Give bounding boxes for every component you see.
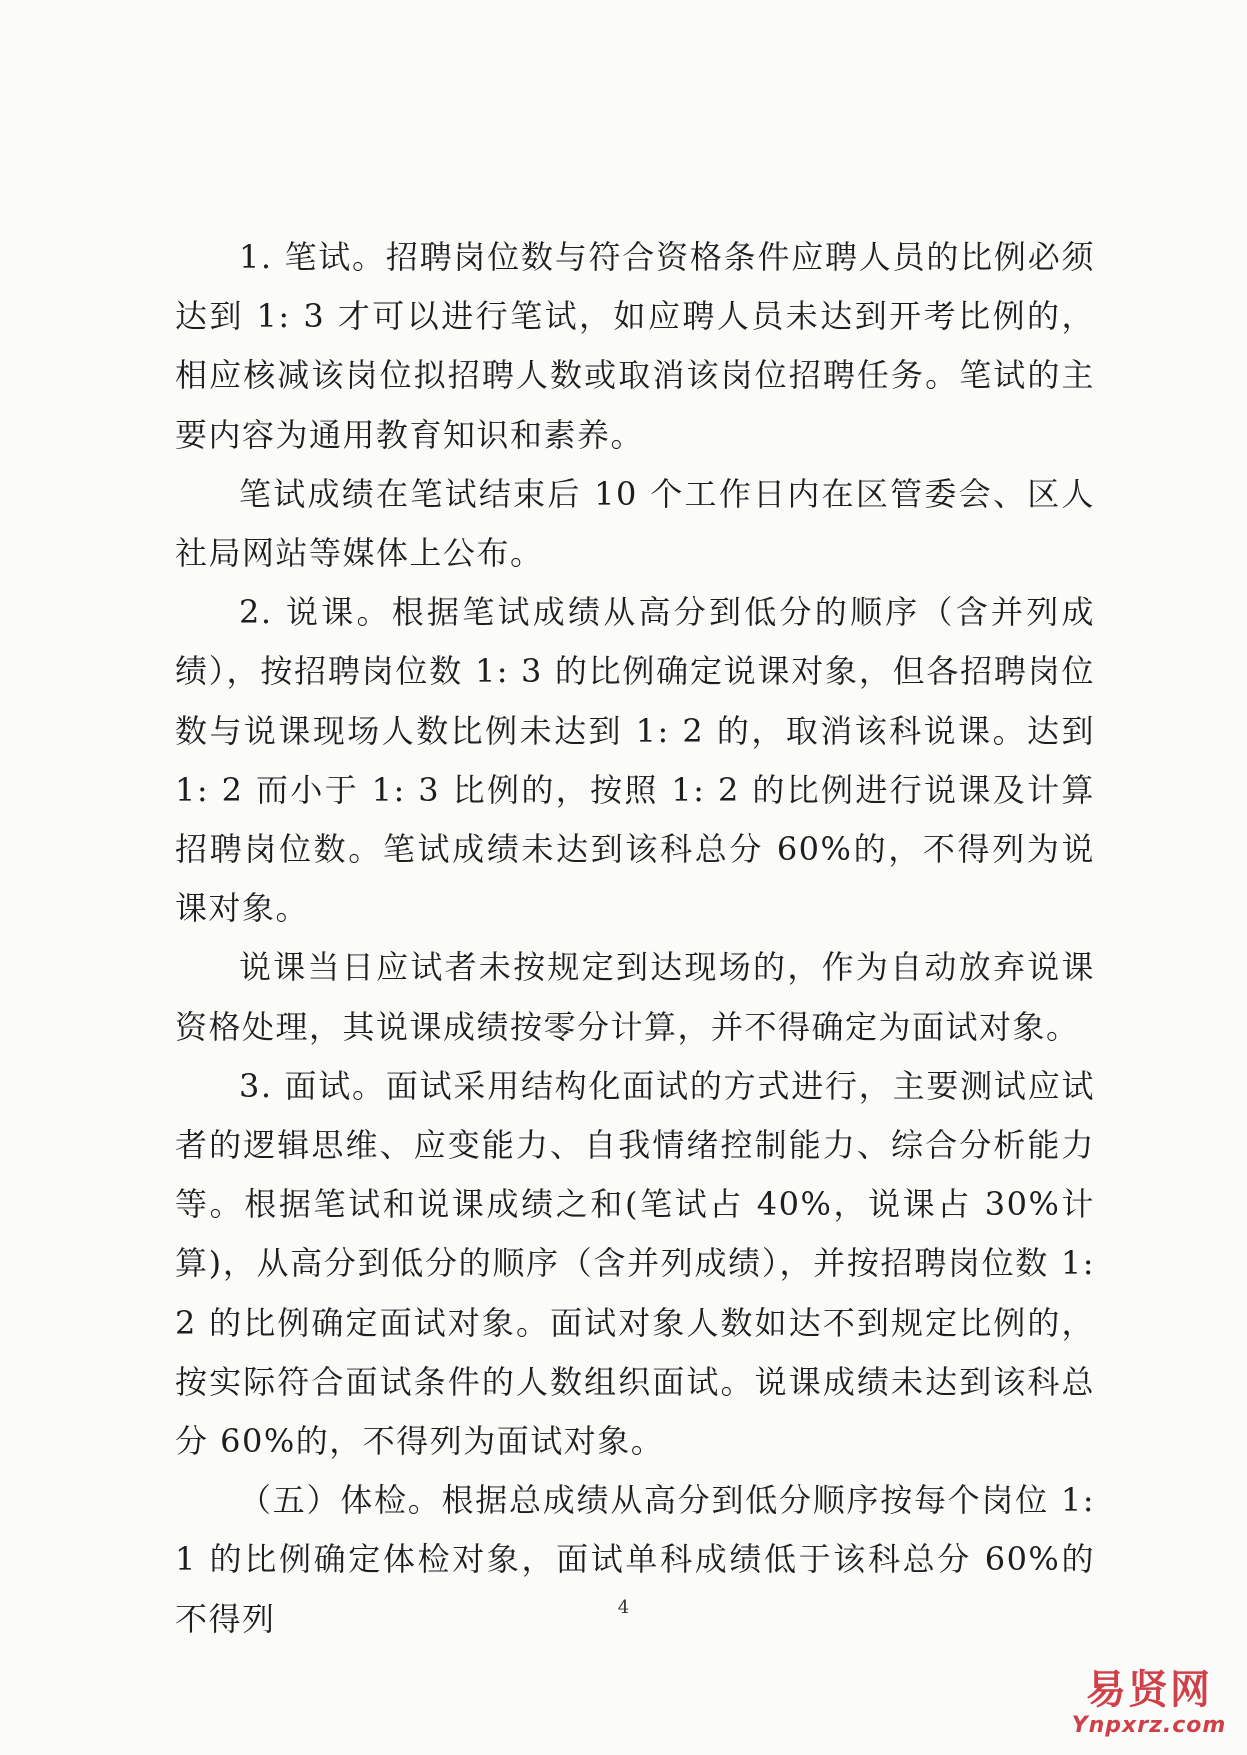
paragraph-exam-results: 笔试成绩在笔试结束后 10 个工作日内在区管委会、区人社局网站等媒体上公布。 — [175, 474, 1095, 573]
paragraph-lecture-absence: 说课当日应试者未按规定到达现场的，作为自动放弃说课资格处理，其说课成绩按零分计算，并不得确定为面试对象。 — [175, 948, 1095, 1046]
watermark-title: 易贤网 — [1086, 1667, 1212, 1713]
paragraph-physical-exam: （五）体检。根据总成绩从高分到低分顺序按每个岗位 1: 1 的比例确定体检对象，面试单科成绩低于该科总分 60%的不得列 — [175, 1481, 1095, 1638]
page-number: 4 — [617, 1597, 630, 1618]
paragraph-lecture: 2. 说课。根据笔试成绩从高分到低分的顺序（含并列成绩），按招聘岗位数 1: 3 的比例确定说课对象，但各招聘岗位数与说课现场人数比例未达到 1: 2 的，取消该科说课。达到 1: 2 而小于 1: 3 比例的，按照 1: 2 的比例进行说课及计算招聘岗位数。笔试成绩未达到该科总分 60%的，不得列为说课对象。 — [175, 593, 1095, 928]
paragraph-interview: 3. 面试。面试采用结构化面试的方式进行，主要测试应试者的逻辑思维、应变能力、自我情绪控制能力、综合分析能力等。根据笔试和说课成绩之和(笔试占 40%，说课占 30%计算)，从高分到低分的顺序（含并列成绩），并按招聘岗位数 1: 2 的比例确定面试对象。面试对象人数如达不到规定比例的，按实际符合面试条件的人数组织面试。说课成绩未达到该科总分 60%的，不得列为面试对象。 — [175, 1066, 1095, 1461]
watermark-logo — [1069, 1667, 1229, 1739]
watermark-url: Ynpxrz.com — [1071, 1713, 1227, 1738]
document-body — [175, 228, 1095, 1649]
paragraph-written-exam: 1. 笔试。招聘岗位数与符合资格条件应聘人员的比例必须达到 1: 3 才可以进行笔试，如应聘人员未达到开考比例的，相应核减该岗位拟招聘人数或取消该岗位招聘任务。笔试的主要内容为通用教育知识和素养。 — [175, 238, 1095, 454]
